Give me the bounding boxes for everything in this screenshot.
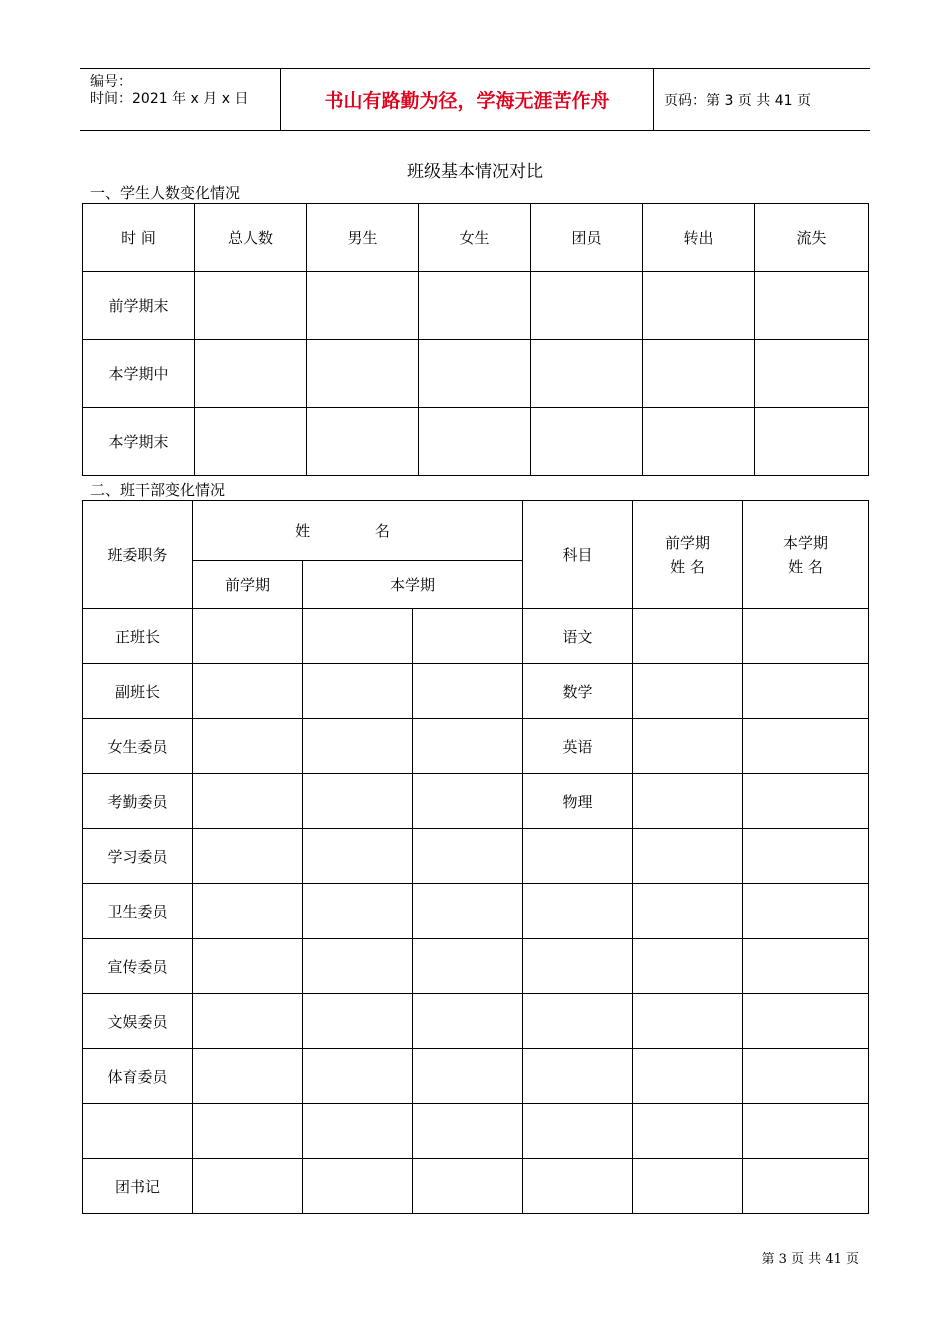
column-header xyxy=(633,501,743,609)
empty-cell xyxy=(743,664,869,719)
header-slogan-cell xyxy=(281,69,654,130)
empty-cell xyxy=(743,1049,869,1104)
empty-cell xyxy=(193,719,303,774)
subject-label xyxy=(523,939,633,994)
table-row xyxy=(83,408,869,476)
empty-cell xyxy=(413,719,523,774)
empty-cell xyxy=(531,340,643,408)
table-header-row xyxy=(83,204,869,272)
header-line: 前学期 xyxy=(665,533,711,552)
empty-cell xyxy=(307,408,419,476)
empty-cell xyxy=(195,340,307,408)
position-label: 宣传委员 xyxy=(83,939,193,994)
empty-cell xyxy=(193,884,303,939)
empty-cell xyxy=(413,939,523,994)
empty-cell xyxy=(755,340,869,408)
empty-cell xyxy=(755,272,869,340)
page-header xyxy=(80,68,870,131)
empty-cell xyxy=(303,664,413,719)
empty-cell xyxy=(193,1159,303,1214)
table-row xyxy=(83,1104,869,1159)
position-label xyxy=(83,1104,193,1159)
empty-cell xyxy=(303,719,413,774)
table-row xyxy=(83,1049,869,1104)
empty-cell xyxy=(743,609,869,664)
empty-cell xyxy=(193,1104,303,1159)
empty-cell xyxy=(303,774,413,829)
empty-cell xyxy=(413,994,523,1049)
empty-cell xyxy=(633,884,743,939)
position-label: 文娱委员 xyxy=(83,994,193,1049)
empty-cell xyxy=(303,1049,413,1104)
row-label: 本学期末 xyxy=(83,408,195,476)
header-pager-cell xyxy=(654,69,870,130)
column-header: 前学期 xyxy=(193,561,303,609)
column-header: 总人数 xyxy=(195,204,307,272)
subject-label xyxy=(523,1104,633,1159)
empty-cell xyxy=(633,1049,743,1104)
header-line: 姓 名 xyxy=(670,557,705,576)
header-line: 本学期 xyxy=(783,533,829,552)
table-row xyxy=(83,1159,869,1214)
section1-heading: 一、学生人数变化情况 xyxy=(90,184,241,202)
subject-label xyxy=(523,884,633,939)
empty-cell xyxy=(413,1159,523,1214)
empty-cell xyxy=(193,994,303,1049)
subject-label xyxy=(523,994,633,1049)
subject-label xyxy=(523,829,633,884)
column-header: 转出 xyxy=(643,204,755,272)
empty-cell xyxy=(195,408,307,476)
empty-cell xyxy=(193,1049,303,1104)
column-header xyxy=(743,501,869,609)
empty-cell xyxy=(413,609,523,664)
position-label: 女生委员 xyxy=(83,719,193,774)
empty-cell xyxy=(755,408,869,476)
section2-heading: 二、班干部变化情况 xyxy=(90,481,226,499)
empty-cell xyxy=(303,1159,413,1214)
column-header: 科目 xyxy=(523,501,633,609)
table-row xyxy=(83,272,869,340)
empty-cell xyxy=(303,884,413,939)
position-label: 学习委员 xyxy=(83,829,193,884)
position-label: 正班长 xyxy=(83,609,193,664)
empty-cell xyxy=(307,272,419,340)
page-footer: 第 3 页 共 41 页 xyxy=(761,1252,859,1267)
position-label: 团书记 xyxy=(83,1159,193,1214)
row-label: 前学期末 xyxy=(83,272,195,340)
table-row xyxy=(83,884,869,939)
subject-label: 物理 xyxy=(523,774,633,829)
position-label: 副班长 xyxy=(83,664,193,719)
column-header: 姓 名 xyxy=(193,501,523,561)
table-row xyxy=(83,340,869,408)
subject-label: 语文 xyxy=(523,609,633,664)
empty-cell xyxy=(413,774,523,829)
position-label: 体育委员 xyxy=(83,1049,193,1104)
empty-cell xyxy=(531,272,643,340)
position-label: 卫生委员 xyxy=(83,884,193,939)
header-line: 姓 名 xyxy=(788,557,823,576)
empty-cell xyxy=(195,272,307,340)
empty-cell xyxy=(303,994,413,1049)
empty-cell xyxy=(193,829,303,884)
table-row xyxy=(83,664,869,719)
table-row xyxy=(83,994,869,1049)
empty-cell xyxy=(633,939,743,994)
empty-cell xyxy=(303,939,413,994)
time-label: 时间：2021 年 x 月 x 日 xyxy=(90,91,249,107)
table-row xyxy=(83,829,869,884)
empty-cell xyxy=(303,609,413,664)
empty-cell xyxy=(413,884,523,939)
empty-cell xyxy=(643,272,755,340)
slogan: 书山有路勤为径，学海无涯苦作舟 xyxy=(324,90,610,112)
empty-cell xyxy=(413,829,523,884)
class-cadre-table xyxy=(82,500,869,1214)
empty-cell xyxy=(743,994,869,1049)
column-header: 流失 xyxy=(755,204,869,272)
position-label: 考勤委员 xyxy=(83,774,193,829)
empty-cell xyxy=(633,994,743,1049)
empty-cell xyxy=(633,719,743,774)
empty-cell xyxy=(743,1159,869,1214)
page-label: 页码：第 3 页 共 41 页 xyxy=(664,93,811,109)
table-row xyxy=(83,609,869,664)
cadre-rows xyxy=(83,609,869,1214)
number-label: 编号： xyxy=(90,74,132,90)
empty-cell xyxy=(419,340,531,408)
column-header: 本学期 xyxy=(303,561,523,609)
empty-cell xyxy=(743,1104,869,1159)
empty-cell xyxy=(413,1104,523,1159)
table-row xyxy=(83,774,869,829)
empty-cell xyxy=(743,884,869,939)
empty-cell xyxy=(531,408,643,476)
empty-cell xyxy=(643,340,755,408)
empty-cell xyxy=(193,664,303,719)
empty-cell xyxy=(633,829,743,884)
empty-cell xyxy=(419,272,531,340)
empty-cell xyxy=(193,939,303,994)
empty-cell xyxy=(303,829,413,884)
subject-label: 英语 xyxy=(523,719,633,774)
subject-label xyxy=(523,1159,633,1214)
empty-cell xyxy=(419,408,531,476)
empty-cell xyxy=(743,719,869,774)
table-header-row xyxy=(83,501,869,561)
table-row xyxy=(83,939,869,994)
table-row xyxy=(83,719,869,774)
column-header: 女生 xyxy=(419,204,531,272)
page-title: 班级基本情况对比 xyxy=(407,162,543,182)
student-count-table xyxy=(82,203,869,476)
empty-cell xyxy=(633,1159,743,1214)
empty-cell xyxy=(413,1049,523,1104)
column-header: 时 间 xyxy=(83,204,195,272)
empty-cell xyxy=(743,829,869,884)
header-meta xyxy=(80,69,281,130)
subject-label xyxy=(523,1049,633,1104)
empty-cell xyxy=(743,774,869,829)
column-header: 班委职务 xyxy=(83,501,193,609)
empty-cell xyxy=(193,774,303,829)
empty-cell xyxy=(643,408,755,476)
empty-cell xyxy=(413,664,523,719)
empty-cell xyxy=(633,1104,743,1159)
empty-cell xyxy=(633,609,743,664)
column-header: 男生 xyxy=(307,204,419,272)
subject-label: 数学 xyxy=(523,664,633,719)
empty-cell xyxy=(303,1104,413,1159)
empty-cell xyxy=(633,774,743,829)
empty-cell xyxy=(307,340,419,408)
column-header: 团员 xyxy=(531,204,643,272)
row-label: 本学期中 xyxy=(83,340,195,408)
empty-cell xyxy=(193,609,303,664)
empty-cell xyxy=(743,939,869,994)
empty-cell xyxy=(633,664,743,719)
